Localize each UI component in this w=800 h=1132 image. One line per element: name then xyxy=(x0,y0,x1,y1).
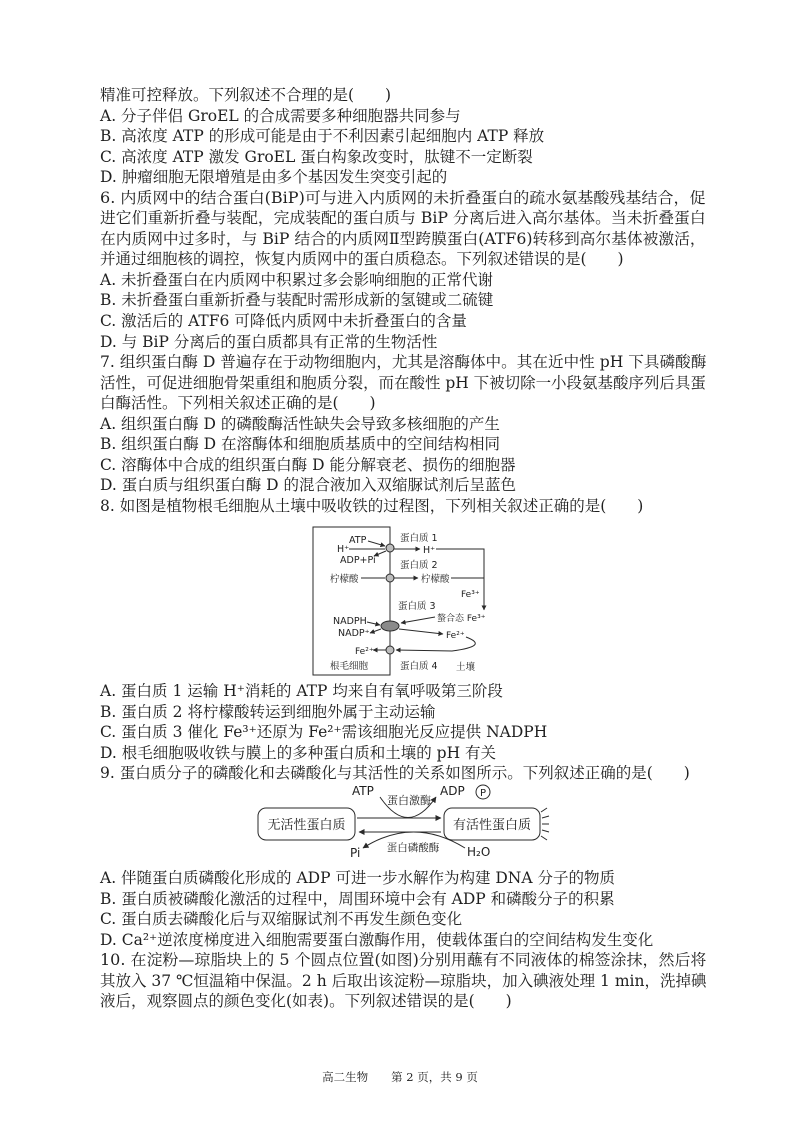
nadp-label: NADP⁺ xyxy=(338,628,370,639)
chelated-to-protein3-arrow xyxy=(401,617,435,623)
atp-label: ATP xyxy=(352,784,374,798)
q7-option-c: C. 溶酶体中合成的组织蛋白酶 D 能分解衰老、损伤的细胞器 xyxy=(100,455,516,474)
protein2-label: 蛋白质 2 xyxy=(400,560,438,571)
q5-option-d: D. 肿瘤细胞无限增殖是由多个基因发生突变引起的 xyxy=(100,168,448,187)
protein1-label: 蛋白质 1 xyxy=(400,533,438,544)
q9-stem-line: 9. 蛋白质分子的磷酸化和去磷酸化与其活性的关系如图所示。下列叙述正确的是( ) xyxy=(100,764,690,783)
q7-option-a: A. 组织蛋白酶 D 的磷酸酶活性缺失会导致多核细胞的产生 xyxy=(100,414,500,433)
q6-option-d: D. 与 BiP 分离后的蛋白质都具有正常的生物活性 xyxy=(100,332,438,351)
q10-stem-line-2: 其放入 37 ℃恒温箱中保温。2 h 后取出该淀粉—琼脂块，加入碘液处理 1 min，洗掉碘 xyxy=(100,971,707,990)
atp-arrow xyxy=(368,541,385,546)
q6-stem-line-3: 在内质网中过多时，与 BiP 结合的内质网Ⅱ型跨膜蛋白(ATF6)转移到高尔基体被激活， xyxy=(100,229,706,248)
protein3-shape xyxy=(381,621,399,631)
active-protein-label: 有活性蛋白质 xyxy=(452,818,532,833)
q7-stem-line-1: 7. 组织蛋白酶 D 普遍存在于动物细胞内，尤其是溶酶体中。其在近中性 pH 下具磷酸酶 xyxy=(100,353,707,372)
adp-arrow xyxy=(374,551,386,556)
fe2-out-label: Fe²⁺ xyxy=(446,631,465,641)
text-block-middle xyxy=(100,681,720,784)
nadp-arrow xyxy=(370,629,381,633)
protein3-label: 蛋白质 3 xyxy=(398,601,436,612)
q8-option-c: C. 蛋白质 3 催化 Fe³⁺还原为 Fe²⁺需该细胞光反应提供 NADPH xyxy=(100,723,548,742)
fe2-in-label: Fe²⁺ xyxy=(355,647,374,657)
q5-option-b: B. 高浓度 ATP 的形成可能是由于不利因素引起细胞内 ATP 释放 xyxy=(100,127,545,146)
q9-option-d: D. Ca²⁺逆浓度梯度进入细胞需要蛋白激酶作用，使载体蛋白的空间结构发生变化 xyxy=(100,930,654,949)
nadph-label: NADPH xyxy=(333,616,367,627)
q5-stem-line: 精准可控释放。下列叙述不合理的是( ) xyxy=(100,86,392,104)
chelated-fe3-label: 螯合态 Fe³⁺ xyxy=(437,614,486,624)
page-footer: 高二生物 第 2 页，共 9 页 xyxy=(322,1070,478,1084)
q6-option-a: A. 未折叠蛋白在内质网中积累过多会影响细胞的正常代谢 xyxy=(100,270,494,289)
h-out-label: H⁺ xyxy=(423,545,436,556)
q6-option-c: C. 激活后的 ATF6 可降低内质网中未折叠蛋白的含量 xyxy=(100,312,467,331)
protein1-shape xyxy=(386,544,394,552)
adp-label: ADP xyxy=(440,784,465,798)
phosphate-mark: P xyxy=(479,788,487,799)
text-block-bottom xyxy=(100,868,720,1012)
protein4-label: 蛋白质 4 xyxy=(400,661,438,672)
q6-stem-line-2: 进它们重新折叠与装配，完成装配的蛋白质与 BiP 分离后进入高尔基体。当未折叠蛋白 xyxy=(100,209,706,228)
q8-stem-line: 8. 如图是植物根毛细胞从土壤中吸收铁的过程图，下列相关叙述正确的是( ) xyxy=(100,496,644,515)
soil-label: 土壤 xyxy=(456,662,476,673)
pi-label: Pi xyxy=(350,846,361,860)
q6-stem-line-1: 6. 内质网中的结合蛋白(BiP)可与进入内质网的未折叠蛋白的疏水氨基酸残基结合，促 xyxy=(100,188,706,207)
water-label: H₂O xyxy=(467,845,491,859)
citrate-in-label: 柠檬酸 xyxy=(330,574,359,585)
q8-option-a: A. 蛋白质 1 运输 H⁺消耗的 ATP 均来自有氧呼吸第三阶段 xyxy=(100,682,503,700)
q9-option-c: C. 蛋白质去磷酸化后与双缩脲试剂不再发生颜色变化 xyxy=(100,910,463,929)
q7-option-d: D. 蛋白质与组织蛋白酶 D 的混合液加入双缩脲试剂后呈蓝色 xyxy=(100,476,517,495)
q8-option-d: D. 根毛细胞吸收铁与膜上的多种蛋白质和土壤的 pH 有关 xyxy=(100,743,497,762)
q7-stem-line-3: 白酶活性。下列相关叙述正确的是( ) xyxy=(100,394,376,413)
inactive-protein-label: 无活性蛋白质 xyxy=(267,818,346,833)
text-block-top xyxy=(100,85,720,516)
adp-pi-label: ADP+Pi xyxy=(340,555,376,566)
q9-option-a: A. 伴随蛋白质磷酸化形成的 ADP 可进一步水解作为构建 DNA 分子的物质 xyxy=(100,869,615,887)
q8-option-b: B. 蛋白质 2 将柠檬酸转运到细胞外属于主动运输 xyxy=(100,702,436,721)
fe3-label: Fe³⁺ xyxy=(461,590,480,600)
q5-option-c: C. 高浓度 ATP 激发 GroEL 蛋白构象改变时，肽键不一定断裂 xyxy=(100,147,533,166)
protein4-shape xyxy=(386,646,394,654)
q6-option-b: B. 未折叠蛋白重新折叠与装配时需形成新的氢键或二硫键 xyxy=(100,291,494,310)
q7-option-b: B. 组织蛋白酶 D 在溶酶体和细胞质基质中的空间结构相同 xyxy=(100,435,501,454)
q7-stem-line-2: 活性，可促进细胞骨架重组和胞质分裂，而在酸性 pH 下被切除一小段氨基酸序列后具蛋 xyxy=(100,373,706,392)
q10-stem-line-3: 液后，观察圆点的颜色变化(如表)。下列叙述错误的是( ) xyxy=(100,992,512,1011)
kinase-label: 蛋白激酶 xyxy=(387,794,431,807)
phosphatase-label: 蛋白磷酸酶 xyxy=(386,842,440,854)
iron-uptake-diagram xyxy=(300,520,500,682)
q5-option-a: A. 分子伴侣 GroEL 的合成需要多种细胞器共同参与 xyxy=(100,106,461,125)
cell-label: 根毛细胞 xyxy=(330,661,369,672)
activity-rays xyxy=(541,808,549,840)
phosphorylation-diagram xyxy=(250,780,550,862)
q9-option-b: B. 蛋白质被磷酸化激活的过程中，周围环境中会有 ADP 和磷酸分子的积累 xyxy=(100,889,615,908)
atp-label: ATP xyxy=(349,535,367,546)
h-in-label: H⁺ xyxy=(337,544,350,555)
q6-stem-line-4: 并通过细胞核的调控，恢复内质网中的蛋白质稳态。下列叙述错误的是( ) xyxy=(100,250,624,269)
nadph-arrow xyxy=(367,622,380,625)
protein2-shape xyxy=(386,574,394,582)
citrate-out-label: 柠檬酸 xyxy=(421,574,450,585)
q10-stem-line-1: 10. 在淀粉—琼脂块上的 5 个圆点位置(如图)分别用蘸有不同液体的棉签涂抹，然后将 xyxy=(100,951,707,970)
protein3-to-fe2-arrow xyxy=(399,629,443,634)
